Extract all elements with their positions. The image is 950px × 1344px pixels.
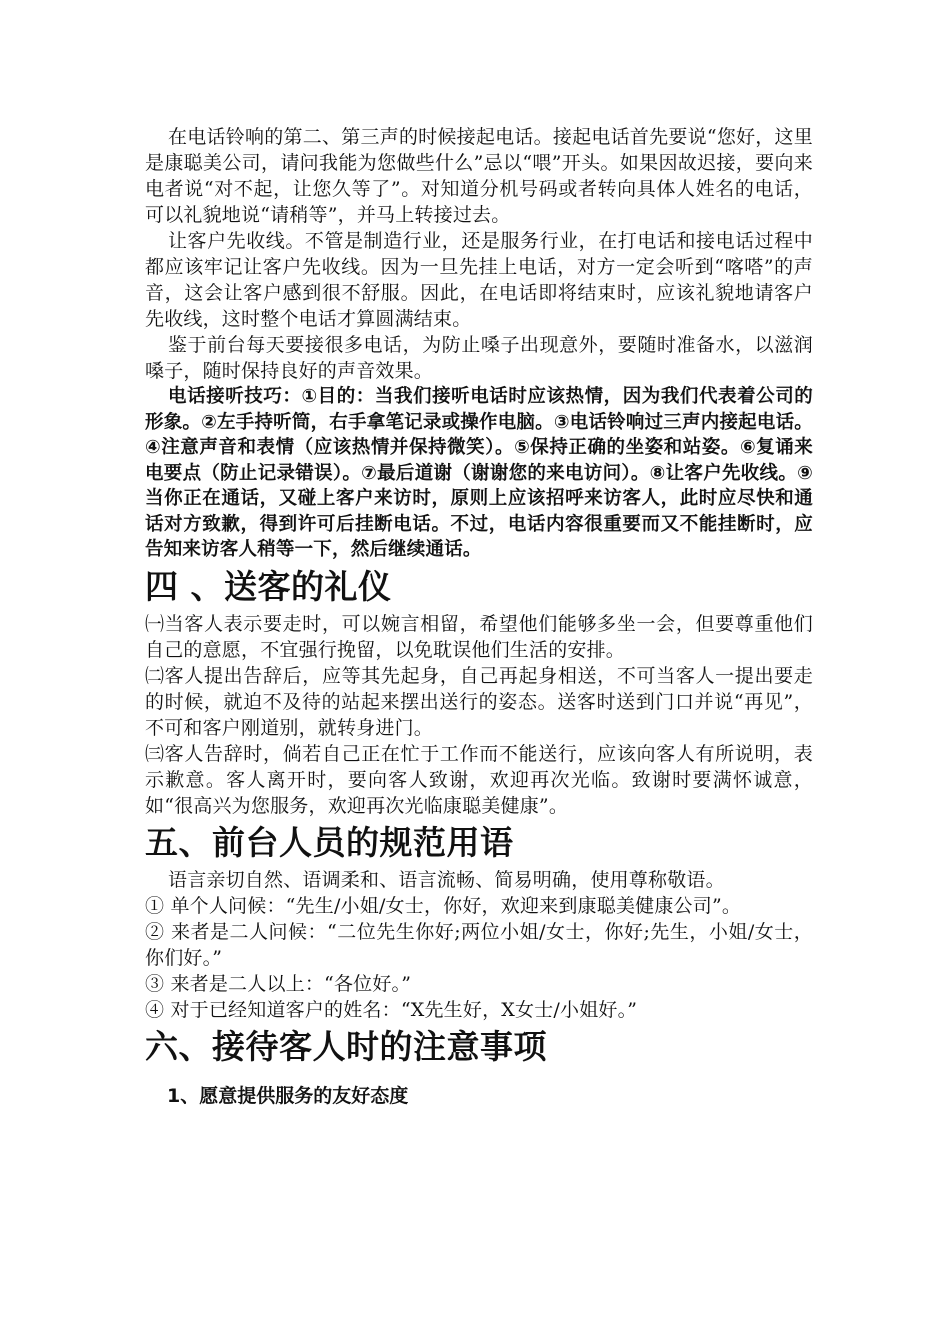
section-heading-reception-notes: 六、接待客人时的注意事项 <box>145 1026 547 1066</box>
document-page <box>145 124 813 1109</box>
paragraph-language-intro: 语言亲切自然、语调柔和、语言流畅、简易明确，使用尊称敬语。 <box>168 868 725 891</box>
list-item: ① 单个人问候：“先生/小姐/女士，你好，欢迎来到康聪美健康公司”。 <box>145 894 742 917</box>
paragraph-answer-phone: 在电话铃响的第二、第三声的时候接起电话。接起电话首先要说“您好，这里是康聪美公司，请问我能为您做些什么”忌以“喂”开头。如果因故迟接，要向来电者说“对不起，让您久等了”。对知道分机号码或者转向具体人姓名的电话，可以礼貌地说“请稍等”，并马上转接过去。 <box>145 126 813 226</box>
subheading-friendly-attitude: 1、愿意提供服务的友好态度 <box>167 1084 409 1107</box>
list-item: ㈠当客人表示要走时，可以婉言相留，希望他们能够多坐一会，但要尊重他们自己的意愿，不宜强行挽留，以免耽误他们生活的安排。 <box>145 612 813 661</box>
paragraph-phone-skills: 电话接听技巧：①目的：当我们接听电话时应该热情，因为我们代表着公司的形象。②左手持听筒，右手拿笔记录或操作电脑。③电话铃响过三声内接起电话。④注意声音和表情（应该热情并保持微笑）。⑤保持正确的坐姿和站姿。⑥复诵来电要点（防止记录错误）。⑦最后道谢（谢谢您的来电访问）。⑧让客户先收线。⑨当你正在通话，又碰上客户来访时，原则上应该招呼来访客人，此时应尽快和通话对方致歉，得到许可后挂断电话。不过，电话内容很重要而又不能挂断时，应告知来访客人稍等一下，然后继续通话。 <box>145 386 813 560</box>
section-heading-farewell-etiquette: 四 、送客的礼仪 <box>145 566 392 606</box>
list-item: ㈢客人告辞时，倘若自己正在忙于工作而不能送行，应该向客人有所说明，表示歉意。客人离开时，要向客人致谢，欢迎再次光临。致谢时要满怀诚意，如“很高兴为您服务，欢迎再次光临康聪美健康”。 <box>145 742 813 817</box>
list-item: ④ 对于已经知道客户的姓名：“X先生好，X女士/小姐好。” <box>145 998 638 1021</box>
paragraph-voice-care: 鉴于前台每天要接很多电话，为防止嗓子出现意外，要随时准备水，以滋润嗓子，随时保持良好的声音效果。 <box>145 334 813 382</box>
paragraph-customer-hangs-up-first: 让客户先收线。不管是制造行业，还是服务行业，在打电话和接电话过程中都应该牢记让客户先收线。因为一旦先挂上电话，对方一定会听到“喀嗒”的声音，这会让客户感到很不舒服。因此，在电话即将结束时，应该礼貌地请客户先收线，这时整个电话才算圆满结束。 <box>145 230 813 330</box>
list-item: ③ 来者是二人以上：“各位好。” <box>145 972 412 995</box>
list-item: ㈡客人提出告辞后，应等其先起身，自己再起身相送，不可当客人一提出要走的时候，就迫不及待的站起来摆出送行的姿态。送客时送到门口并说“再见”，不可和客户刚道别，就转身进门。 <box>145 664 813 739</box>
section-heading-standard-phrases: 五、前台人员的规范用语 <box>145 822 514 862</box>
list-item: ② 来者是二人问候：“二位先生你好;两位小姐/女士，你好;先生，小姐/女士，你们好。” <box>145 920 813 969</box>
